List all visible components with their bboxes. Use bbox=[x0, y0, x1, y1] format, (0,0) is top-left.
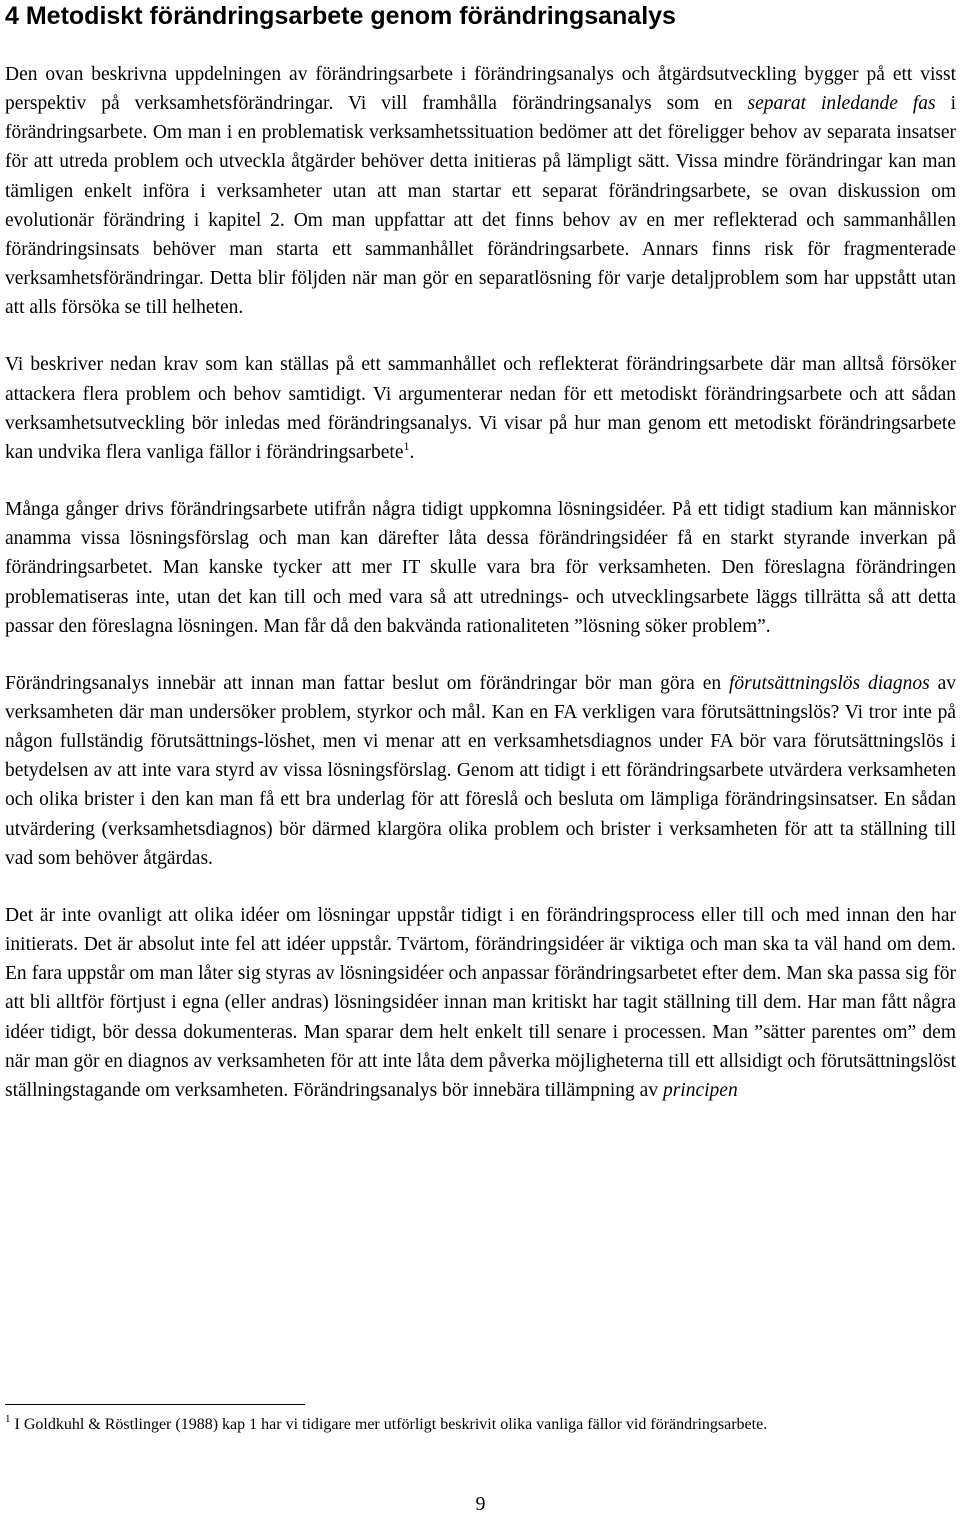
page-number: 9 bbox=[475, 1493, 486, 1515]
paragraph-text: Förändringsanalys innebär att innan man fattar beslut om förändringar bör man göra en bbox=[5, 672, 729, 694]
emphasis-text: principen bbox=[662, 1079, 738, 1101]
document-page bbox=[5, 0, 956, 1525]
footnote-reference: 1 bbox=[403, 438, 410, 453]
footnote-separator bbox=[5, 1404, 305, 1405]
paragraph-text: Många gånger drivs förändringsarbete utifrån några tidigt uppkomna lösningsidéer. På ett tidigt stadium kan människor anamma vissa lösningsförslag och man kan därefter låta dessa förändringsidéer få en starkt styrande inverkan på förändringsarbetet. Man kanske tycker att mer IT skulle vara bra för verksamheten. Den föreslagna förändringen problematiseras inte, utan det kan till och med vara så att utrednings- och utvecklingsarbete läggs tillrätta så att detta passar den föreslagna lösningen. Man får då den bakvända rationaliteten ”lösning söker problem”. bbox=[5, 499, 956, 637]
paragraph-text: Vi beskriver nedan krav som kan ställas på ett sammanhållet och reflekterat förändringsarbete där man alltså försöker attackera flera problem och behov samtidigt. Vi argumenterar nedan för ett metodiskt förändringsarbete och att sådan verksamhetsutveckling bör inledas med förändringsanalys. Vi visar på hur man genom ett metodiskt förändringsarbete kan undvika flera vanliga fällor i förändringsarbete bbox=[5, 354, 956, 463]
emphasis-text: förutsättningslös diagnos bbox=[728, 672, 930, 694]
footnote bbox=[5, 1413, 956, 1437]
paragraph-text: Den ovan beskrivna uppdelningen av förändringsarbete i förändringsanalys och åtgärdsutveckling bygger på ett visst perspektiv på verksamhetsförändringar. Vi vill framhålla förändringsanalys som en bbox=[5, 64, 956, 115]
emphasis-text: separat inledande fas bbox=[747, 93, 936, 115]
paragraph-text: av verksamheten där man undersöker problem, styrkor och mål. Kan en FA verkligen vara förutsättningslös? Vi tror inte på någon fullständig förutsättnings-löshet, men vi menar att en verksamhetsdiagnos under FA bör vara förutsättningslös i betydelsen av att inte vara styrd av vissa lösningsförslag. Genom att tidigt i ett förändringsarbete utvärdera verksamheten och olika brister i den kan man få ett bra underlag för att föreslå och besluta om lämpliga förändringsinsatser. En sådan utvärdering (verksamhetsdiagnos) bör därmed klargöra olika problem och brister i verksamheten för att ta ställning till vad som behöver åtgärdas. bbox=[5, 672, 956, 869]
paragraph-1 bbox=[5, 60, 956, 322]
paragraph-text: . bbox=[409, 441, 415, 463]
body-text bbox=[5, 60, 956, 1105]
chapter-heading: 4 Metodiskt förändringsarbete genom förändringsanalys bbox=[5, 2, 676, 30]
paragraph-4 bbox=[5, 669, 956, 873]
paragraph-2 bbox=[5, 350, 956, 467]
footnote-text: I Goldkuhl & Röstlinger (1988) kap 1 har vi tidigare mer utförligt beskrivit olika vanliga fällor vid förändringsarbete. bbox=[10, 1416, 768, 1433]
paragraph-5 bbox=[5, 901, 956, 1105]
paragraph-text: i förändringsarbete. Om man i en problematisk verksamhetssituation bedömer att det föreligger behov av separata insatser för att utreda problem och utveckla åtgärder behöver detta initieras på lämpligt sätt. Vissa mindre förändringar kan man tämligen enkelt införa i verksamheter utan att man startar ett separat förändringsarbete, se ovan diskussion om evolutionär förändring i kapitel 2. Om man uppfattar att det finns behov av en mer reflekterad och sammanhållen förändringsinsats behöver man starta ett sammanhållet förändringsarbete. Annars finns risk för fragmenterade verksamhetsförändringar. Detta blir följden när man gör en separatlösning för varje detaljproblem som har uppstått utan att alls försöka se till helheten. bbox=[5, 93, 957, 319]
footnote-number: 1 bbox=[5, 1413, 11, 1425]
paragraph-3 bbox=[5, 495, 956, 641]
paragraph-text: Det är inte ovanligt att olika idéer om lösningar uppstår tidigt i en förändringsprocess eller till och med innan den har initierats. Det är absolut inte fel att idéer uppstår. Tvärtom, förändringsidéer är viktiga och man ska ta väl hand om dem. En fara uppstår om man låter sig styras av lösningsidéer och anpassar förändringsarbetet efter dem. Man ska passa sig för att bli alltför förtjust i egna (eller andras) lösningsidéer innan man kritiskt har tagit ställning till dem. Har man fått några idéer tidigt, bör dessa dokumenteras. Man sparar dem helt enkelt till senare i processen. Man ”sätter parentes om” dem när man gör en diagnos av verksamheten för att inte låta dem påverka möjligheterna till ett allsidigt och förutsättningslöst ställningstagande om verksamheten. Förändringsanalys bör innebära tillämpning av bbox=[5, 904, 956, 1101]
